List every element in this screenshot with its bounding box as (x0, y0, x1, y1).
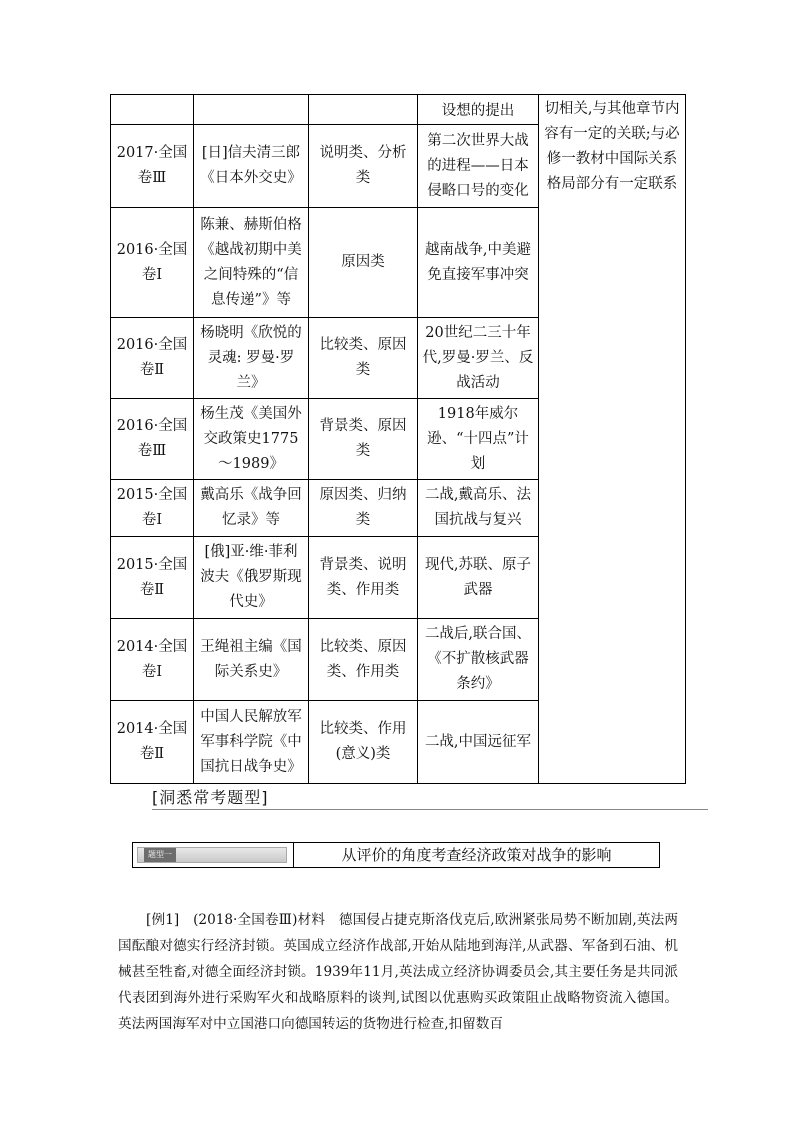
type-cell: 比较类、原因类 (309, 318, 418, 399)
exam-cell: 2015·全国卷Ⅰ (111, 480, 194, 537)
section-label: [洞悉常考题型] (152, 788, 269, 807)
topic-cell: 第二次世界大战的进程——日本侵略口号的变化 (418, 125, 539, 208)
material-cell: 杨生茂《美国外交政策史1775～1989》 (194, 399, 309, 480)
table-row (111, 95, 686, 125)
topic-cell: 二战后,联合国、《不扩散核武器条约》 (418, 619, 539, 701)
type-cell: 原因类 (309, 208, 418, 318)
type-cell: 说明类、分析类 (309, 125, 418, 208)
topic-cell: 越南战争,中美避免直接军事冲突 (418, 208, 539, 318)
exam-cell: 2014·全国卷Ⅱ (111, 701, 194, 784)
exam-cell: 2016·全国卷Ⅲ (111, 399, 194, 480)
exam-cell: 2016·全国卷Ⅱ (111, 318, 194, 399)
topic-tag-text: 题型一 (144, 848, 176, 862)
material-cell: [俄]亚·维·菲利波夫《俄罗斯现代史》 (194, 537, 309, 619)
topic-title: 从评价的角度考查经济政策对战争的影响 (341, 846, 612, 864)
exam-cell: 2014·全国卷Ⅰ (111, 619, 194, 701)
topic-box (132, 842, 660, 868)
type-cell: 背景类、原因类 (309, 399, 418, 480)
material-cell: 中国人民解放军军事科学院《中国抗日战争史》 (194, 701, 309, 784)
material-cell: 杨晓明《欣悦的灵魂: 罗曼·罗兰》 (194, 318, 309, 399)
exam-cell: 2015·全国卷Ⅱ (111, 537, 194, 619)
type-cell: 比较类、作用(意义)类 (309, 701, 418, 784)
exam-table (110, 94, 686, 784)
type-cell: 背景类、说明类、作用类 (309, 537, 418, 619)
topic-cell: 现代,苏联、原子武器 (418, 537, 539, 619)
material-cell (194, 95, 309, 125)
topic-cell: 二战,中国远征军 (418, 701, 539, 784)
type-cell: 比较类、原因类、作用类 (309, 619, 418, 701)
section-header (152, 787, 708, 810)
material-cell: 陈兼、赫斯伯格《越战初期中美之间特殊的“信息传递”》等 (194, 208, 309, 318)
material-cell: 王绳祖主编《国际关系史》 (194, 619, 309, 701)
exam-cell: 2017·全国卷Ⅲ (111, 125, 194, 208)
topic-cell: 二战,戴高乐、法国抗战与复兴 (418, 480, 539, 537)
material-cell: [日]信夫清三郎《日本外交史》 (194, 125, 309, 208)
topic-cell: 设想的提出 (418, 95, 539, 125)
type-cell (309, 95, 418, 125)
type-cell: 原因类、归纳类 (309, 480, 418, 537)
topic-cell: 1918年威尔逊、“十四点”计划 (418, 399, 539, 480)
example-paragraph: [例1] (2018·全国卷Ⅲ)材料 德国侵占捷克斯洛伐克后,欧洲紧张局势不断加剧,英法两国酝酿对德实行经济封锁。英国成立经济作战部,开始从陆地到海洋,从武器、军备到石油、机械甚至牲畜,对德全面经济封锁。1939年11月,英法成立经济协调委员会,其主要任务是共同派代表团到海外进行采购军火和战略原料的谈判,试图以优惠购买政策阻止战略物资流入德国。英法两国海军对中立国港口向德国转运的货物进行检查,扣留数百 (118, 911, 678, 1032)
topic-cell: 20世纪二三十年代,罗曼·罗兰、反战活动 (418, 318, 539, 399)
merged-note-cell: 切相关,与其他章节内容有一定的关联;与必修一教材中国际关系格局部分有一定联系 (539, 95, 686, 784)
material-cell: 戴高乐《战争回忆录》等 (194, 480, 309, 537)
exam-cell: 2016·全国卷Ⅰ (111, 208, 194, 318)
topic-tag (137, 847, 287, 863)
exam-cell (111, 95, 194, 125)
